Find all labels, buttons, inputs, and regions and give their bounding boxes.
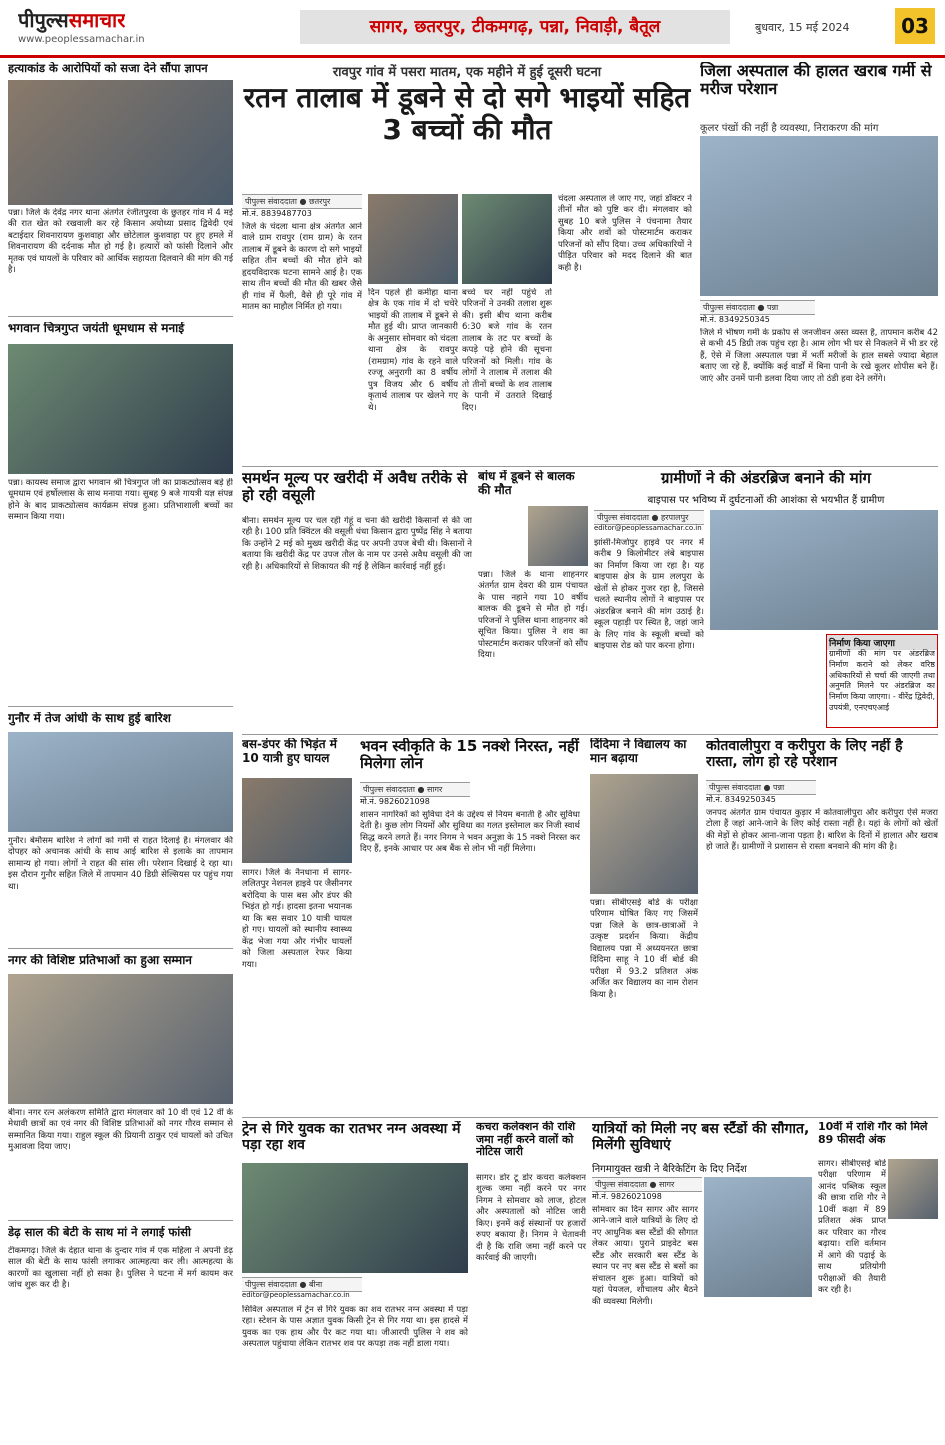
story-title: नगर की विशिष्ट प्रतिभाओं का हुआ सम्मान [8,954,192,967]
bus-stand-story [592,1121,812,1441]
byline: पीपुल्स संवाददाता ● सागर [360,782,470,797]
story-title: हत्याकांड के आरोपियों को सजा देने सौंपा ज्ञापन [8,62,208,75]
story-subhead: बाइपास पर भविष्य में दुर्घटनाओं की आशंका से भयभीत हैं ग्रामीण [647,495,885,506]
story-body: जिले में भीषण गर्मी के प्रकोप से जनजीवन अस्त व्यस्त है, तापमान करीब 42 से कभी 45 डिग्री तक पहुंच रहा है। आम लोग भी घर से निकलने में भी डर रहे हैं, ऐसे में जिला अस्पताल पन्ना में भर्ती मरीजों के हाल सबसे ज्यादा बेहाल बताए जा रहे हैं, क्योंकि कई वार्डों में बिना पानी के रखे कूलर शोपीस बने हैं। जाएं और उनमें पानी डलवा दिया जाए तो ठंडी हवा देने लगेंगे। [700,328,938,384]
lead-kicker: रावपुर गांव में पसरा मातम, एक महीने में हुई दूसरी घटना [332,65,602,80]
child-photo [528,506,588,566]
story-body: पन्ना। जिले के थाना शाहनगर अंतर्गत ग्राम देवरा की ग्राम पंचायत के पास नहाने गया 10 वर्षीय बालक की डूबने से मौत हो गई। परिजनों ने पुलिस थाना शाहनगर को सूचित किया। पुलिस ने शव का पोस्टमार्टम कराकर परिजनों को सौंप दिया। [478,570,588,661]
story-body: झांसी-मिर्जापुर हाइवे पर नगर में करीब 9 किलोमीटर लंबे बाइपास का निर्माण किया जा रहा है। यह बाइपास क्षेत्र के ग्राम ललपुरा के खेतों से होकर गुजर रहा है, जिससे चलते स्थानीय लोगों ने बाइपास पर अंडरब्रिज बनाने की मांग उठाई है। स्कूल पहाड़ी पर स्थित है, जहां जाने के लिए गांव के स्कूली बच्चों को बाइपास रोड को पार करना होगा। [594,538,704,652]
story-body: गुनौर। बेमौसम बारिश ने लोगों को गर्मी से राहत दिलाई है। मंगलवार की दोपहर को अचानक आंधी के साथ आई बारिश से इलाके का तापमान सामान्य हो गया। लोगों ने राहत की सांस ली। परेशान दिखाई दे रहा था। इस दौरान गुनौर सहित जिले में तापमान 40 डिग्री सेल्सियस पर पहुंच गया था। [8,836,233,892]
gathering-photo [368,194,458,284]
housing-story [360,738,580,1113]
byline: पीपुल्स संवाददाता ● हरपालपुर [594,510,704,525]
story-headline: 10वीं में राशि गौर को मिले 89 फीसदी अंक [818,1121,928,1146]
story-body: चंदला अस्पताल ले जाए गए, जहां डॉक्टर ने तीनों मौत को पुष्टि कर दी। मंगलवार को सुबह 10 बजे पुलिस ने पंचनामा तैयार किया और शवों को पोस्टमार्टम कराकर परिजनों को सौंप दिया। उच्च अधिकारियों ने पीड़ित परिवार को मदद दिलाने की बात कही है। [558,194,692,273]
accident-photo [242,778,352,863]
dam-story [478,470,588,730]
construction-photo [710,510,938,630]
byline: पीपुल्स संवाददाता ● बीना [242,1277,362,1292]
story-body: सोमवार का दिन सागर और सागर आने-जाने वाले यात्रियों के लिए दो नए आधुनिक बस स्टैंडों की सौगात लेकर आया। पुराने प्राइवेट बस स्टैंड और सरकारी बस स्टैंड के स्थान पर नए बस स्टैंड से बसों का संचालन शुरू हुआ। यात्रियों को यहां पेयजल, शौचालय और बैठने की व्यवस्था मिलेगी। [592,1205,698,1307]
note-body: ग्रामीणों की मांग पर अंडरब्रिज निर्माण कराने को लेकर वरिष्ठ अधिकारियों से चर्चा की जाएगी तथा अनुमति मिलने पर अंडरब्रिज का निर्माण किया जाएगा। - वीरेंद्र द्विवेदी, उपयंत्री, एनएचएआई [829,649,935,712]
story-body: जिले के चंदला थाना क्षेत्र अंतर्गत आने वाले ग्राम रावपुर (राम ग्राम) के रतन तालाब में डूबने के कारण दो सगे भाइयों सहित तीन बच्चों की मौत होने को हृदयविदारक घटना सामने आई है। एक साथ तीन बच्चों की मौत की खबर जैसे ही गांव में फैली, वैसे ही पूरे गांव में मातम का माहौल निर्मित हो गया। [242,222,362,313]
hospital-photo [242,1163,468,1273]
lead-story [242,62,692,462]
edition-cities: सागर, छतरपुर, टीकमगढ़, पन्ना, निवाड़ी, बैतूल [300,10,730,44]
newspaper-logo: पीपुल्ससमाचार [18,8,126,32]
phone-number: मो.नं. 8349250345 [706,795,776,804]
story-body: सागर। डोर टू डोर कचरा कलेक्शन शुल्क जमा नहीं करने पर नगर निगम ने सोमवार को लाज, होटल और अस्पतालों को नोटिस जारी किए। इनमें कई संस्थानों पर हजारों रुपए बकाया हैं। निगम ने चेतावनी दी है कि राशि जमा नहीं करने पर कार्रवाई की जाएगी। [476,1173,586,1264]
story-title: गुनौर में तेज आंधी के साथ हुई बारिश [8,712,171,725]
divider [8,316,233,317]
rain-photo [8,732,233,832]
story-headline: भवन स्वीकृति के 15 नक्शे निरस्त, नहीं मिलेगा लोन [360,738,579,773]
award-photo [8,974,233,1104]
bus-stand-photo [704,1177,812,1297]
divider [8,948,233,949]
divider [8,1220,233,1221]
story-title: भगवान चित्रगुप्त जयंती धूमधाम से मनाई [8,322,185,335]
divider [242,734,938,735]
email[interactable]: editor@peoplessamachar.co.in [594,524,702,532]
msp-story [242,470,472,730]
village-photo [462,194,552,284]
story-body: सिविल अस्पताल में ट्रेन से गिरे युवक का शव रातभर नग्न अवस्था में पड़ा रहा। स्टेशन के पास अज्ञात युवक किसी ट्रेन से गिर गया था। इस हादसे में युवक का एक हाथ और पैर कट गया था। जीआरपी पुलिस ने शव को अस्पताल पहुंचाया लेकिन रातभर शव पर कपड़ा तक नहीं डाला गया। [242,1305,468,1350]
note-title: निर्माण किया जाएगा [827,635,937,650]
story-headline: दिंदिमा ने विद्यालय का मान बढ़ाया [590,738,687,765]
story-headline: बस-डंपर की भिड़ंत में 10 यात्री हुए घायल [242,738,337,765]
divider [242,1117,938,1118]
story-body: जनपद अंतर्गत ग्राम पंचायत कुड़ार में कोतवालीपुरा और करीपुरा ऐसे मजरा टोला हैं जहां आने-जाने के लिए कोई रास्ता नहीं है। यहां के लोगों को खेतों की मेड़ों से होकर आना-जाना पड़ता है। बारिश के दिनों में हालात और खराब हो जाते हैं। ग्रामीणों ने प्रशासन से रास्ता बनवाने की मांग की है। [706,808,938,853]
story-headline: कोतवालीपुरा व करीपुरा के लिए नहीं है रास्ता, लोग हो रहे परेशान [706,738,903,771]
byline: पीपुल्स संवाददाता ● पन्ना [700,300,815,315]
protest-photo [8,80,233,205]
story-title: डेढ़ साल की बेटी के साथ मां ने लगाई फांसी [8,1226,192,1239]
lead-headline: रतन तालाब में डूबने से दो सगे भाइयों सहित 3 बच्चों की मौत [243,82,691,147]
phone-number: मो.नं. 8349250345 [700,315,770,324]
page-number: 03 [895,8,935,44]
bus-accident-story [242,738,352,1113]
byline: पीपुल्स संवाददाता ● सागर [592,1177,702,1192]
story-headline: समर्थन मूल्य पर खरीदी में अवैध तरीके से हो रही वसूली [242,470,468,505]
story-body: शासन नागरिकों को सुविधा देने के उद्देश्य से नियम बनाती है और सुविधा देती है। कुछ लोग नियमों और सुविधा का गलत इस्तेमाल कर निजी स्वार्थ सिद्ध करने लगते हैं। नगर निगम ने भवन अनुज्ञा के 15 नक्शे निरस्त कर दिए हैं, इनके आधार पर अब बैंक से लोन भी नहीं मिलेगा। [360,810,580,855]
byline: पीपुल्स संवाददाता ● पन्ना [706,780,816,795]
hospital-ward-photo [700,136,938,296]
issue-date: बुधवार, 15 मई 2024 [755,21,850,34]
story-body: पन्ना। सीबीएसई बोर्ड के परीक्षा परिणाम घोषित किए गए जिसमें पन्ना जिले के छात्र-छात्राओं ने उत्कृष्ट प्रदर्शन किया। केंद्रीय विद्यालय पन्ना में अध्ययनरत छात्रा दिंदिमा साहू ने 10 वीं बोर्ड की परीक्षा में 93.2 प्रतिशत अंक अर्जित कर विद्यालय का नाम रोशन किया है। [590,898,698,1000]
divider [8,706,233,707]
phone-number: मो.नं. 8839487703 [242,209,312,218]
train-story [242,1121,468,1441]
underbridge-story [594,470,938,730]
masthead [0,0,945,58]
story-body: बीना। समर्थन मूल्य पर चल रही गेहूं व चना की खरीदी किसानों से की जा रही है। 100 प्रति क्विंटल की वसूली धंधा किसान द्वारा पुष्पेंद्र सिंह ने बताया कि उन्होंने 2 मई को मुख्य खरीदी केंद्र पर अपनी उपज बेची थी। किसानों ने बताया कि खरीदी केंद्र पर उपज तौल के नाम पर उनसे अवैध वसूली की जा रही है। अधिकारियों से शिकायत की गई है लेकिन कार्रवाई नहीं हुई। [242,516,472,572]
note-box [826,634,938,728]
story-body: सागर। सीबीएसई बोर्ड परीक्षा परिणाम में आनंद पब्लिक स्कूल की छात्रा राशि गौर ने 10वीं कक्षा में 89 प्रतिशत अंक प्राप्त कर परिवार का गौरव बढ़ाया। राशि वर्तमान में आगे की पढ़ाई के साथ प्रतियोगी परीक्षाओं की तैयारी कर रही है। [818,1159,886,1296]
story-headline: यात्रियों को मिली नए बस स्टैंडों की सौगात, मिलेंगी सुविधाएं [592,1121,810,1154]
story-headline: कचरा कलेक्शन की राशि जमा नहीं करने वालों को नोटिस जारी [476,1121,576,1159]
story-headline: ग्रामीणों ने की अंडरब्रिज बनाने की मांग [661,470,871,487]
story-headline: बांध में डूबने से बालक की मौत [478,470,575,497]
phone-number: मो.नं. 9826021098 [592,1192,662,1201]
story-body: बच्चे घर नहीं पहुंचे तो परिजनों ने उनकी तलाश शुरू की। इसी बीच थाना करीब 6:30 बजे गांव के रतन तालाब के तट पर बच्चों के कपड़े पड़े होने की सूचना परिजनों को मिली। गांव के लोगों ने तालाब में तलाश की तो तीनों बच्चों के शव तालाब के पानी में उतराते दिखाई दिए। [462,288,552,413]
student-achievement-story [590,738,698,1113]
exam-result-story [818,1121,938,1441]
divider [242,466,938,467]
story-body: टीकमगढ़। जिले के देहात थाना के दुन्दार गांव में एक महिला ने अपनी डेढ़ साल की बेटी के साथ फांसी लगाकर आत्महत्या कर ली। आत्महत्या के कारणों का खुलासा नहीं हो सका है। पुलिस ने घटना में मर्ग कायम कर जांच शुरू कर दी है। [8,1246,233,1291]
phone-number: मो.नं. 9826021098 [360,797,430,806]
student-photo [590,774,698,894]
story-body: सागर। जिले के नैनधाना में सागर-ललितपुर नेशनल हाइवे पर जैसीनगर बरोदिया के पास बस और डंपर की भिड़ंत हो गई। हादसा इतना भयानक था कि बस सवार 10 यात्री घायल हो गए। घायलों को स्थानीय स्वास्थ्य केंद्र भेजा गया और गंभीर घायलों को जिला अस्पताल रेफर किया गया। [242,868,352,970]
byline: पीपुल्स संवाददाता ● छतरपुर [242,194,362,209]
event-photo [8,344,233,474]
story-body: दिन पहले ही कमीहा थाना क्षेत्र के एक गांव में दो चचेरे भाइयों की तालाब में डूबने से मौत हुई थी। प्राप्त जानकारी के अनुसार सोमवार को चंदला थाना क्षेत्र के रावपुर (रामग्राम) गांव के रहने वाले रज्जू अनुरागी का 8 वर्षीय पुत्र विजय और 6 वर्षीय कृतार्थ तालाब पर खेलने गए थे। [368,288,458,413]
road-story [706,738,938,1113]
site-url[interactable]: www.peoplessamachar.in [18,34,145,45]
hospital-story [700,62,938,462]
story-body: बीना। नगर रत्न अलंकरण समिति द्वारा मंगलवार को 10 वीं एवं 12 वीं के मेधावी छात्रों का एवं नगर की विशिष्ट प्रतिभाओं को नगर गौरव सम्मान से सम्मानित किया गया। राहुल स्कूल की प्रियानी ठाकुर एवं घायलों को उचित मुआवजा दिया जाए। [8,1108,233,1153]
left-column [8,62,233,1442]
garbage-story [476,1121,586,1441]
story-headline: ट्रेन से गिरे युवक का रातभर नग्न अवस्था में पड़ा रहा शव [242,1121,461,1154]
story-body: पन्ना। कायस्थ समाज द्वारा भगवान श्री चित्रगुप्त जी का प्राकट्योत्सव बड़े ही धूमधाम एवं हर्षोल्लास के साथ मनाया गया। सुबह 9 बजे गायत्री यज्ञ संपन्न होने के बाद प्राकट्योत्सव कार्यक्रम संपन्न हुआ। प्रतिभाशाली बच्चों का सम्मान किया गया। [8,478,233,523]
email[interactable]: editor@peoplessamachar.co.in [242,1291,350,1299]
story-subhead: निगमायुक्त खत्री ने बैरिकेटिंग के दिए निर्देश [592,1164,747,1175]
story-subhead: कूलर पंखों की नहीं है व्यवस्था, निराकरण की मांग [700,123,879,134]
student-photo [888,1159,938,1219]
story-headline: जिला अस्पताल की हालत खराब गर्मी से मरीज परेशान [700,62,932,99]
story-body: पन्ना। जिले के देवेंद्र नगर थाना अंतर्गत रंजीतपुरवा के छुतहर गांव में 4 मई की रात खेत को रखवाली कर रहे किसान अयोध्या प्रसाद द्विवेदी एवं बटाईदार शिवनारायण कुशवाहा और छोटेलाल कुशवाहा पर हुए हमले में शिवनारायण की दर्दनाक मौत हो गई है। हत्यारों को फांसी दिलाने और मृतक एवं घायलों के परिवार को आर्थिक सहायता दिलवाने की मांग की गई है। [8,208,233,276]
